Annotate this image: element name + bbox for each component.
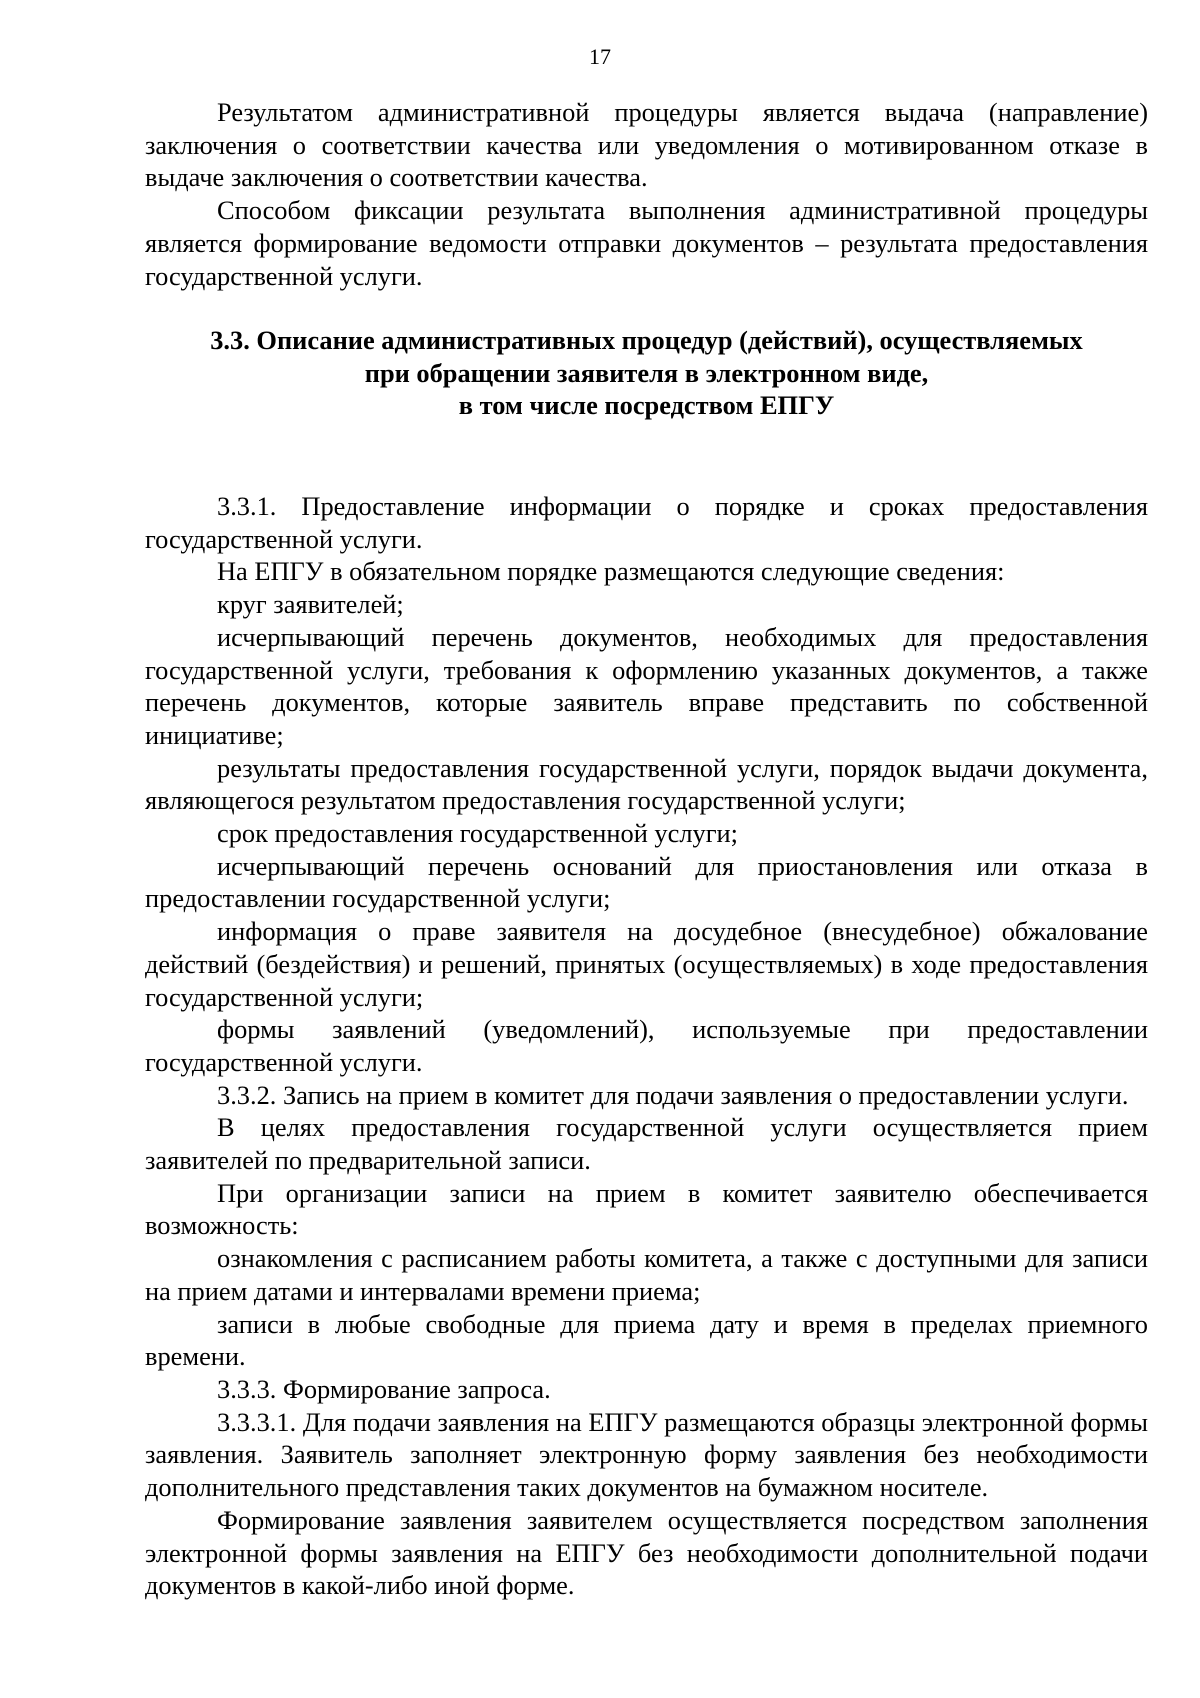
paragraph: На ЕПГУ в обязательном порядке размещаются следующие сведения: bbox=[217, 556, 1005, 587]
paragraph: Способом фиксации результата выполнения административной процедуры является формирование ведомости отправки документов – результата предоставления государственной услуги. bbox=[145, 195, 1148, 291]
paragraph: 3.3.1. Предоставление информации о порядке и сроках предоставления государственной услуги. bbox=[145, 491, 1148, 554]
page-number: 17 bbox=[589, 44, 611, 69]
heading-line: 3.3. Описание административных процедур (действий), осуществляемых bbox=[210, 325, 1083, 355]
section-heading bbox=[145, 324, 1148, 422]
heading-line: в том числе посредством ЕПГУ bbox=[458, 390, 835, 421]
paragraph: круг заявителей; bbox=[217, 589, 404, 620]
paragraph: Формирование заявления заявителем осуществляется посредством заполнения электронной формы заявления на ЕПГУ без необходимости дополнительной подачи документов в какой-либо иной форме. bbox=[145, 1504, 1148, 1601]
paragraph: срок предоставления государственной услуги; bbox=[217, 818, 738, 849]
paragraph: При организации записи на прием в комитет заявителю обеспечивается возможность: bbox=[145, 1177, 1148, 1241]
section-body bbox=[145, 490, 1148, 1602]
paragraph: 3.3.3. Формирование запроса. bbox=[217, 1373, 551, 1404]
paragraph: 3.3.3.1. Для подачи заявления на ЕПГУ размещаются образцы электронной формы заявления. Заявитель заполняет электронную форму заявления без необходимости дополнительного представления таких документов на бумажном носителе. bbox=[145, 1406, 1148, 1503]
paragraph: 3.3.2. Запись на прием в комитет для подачи заявления о предоставлении услуги. bbox=[217, 1079, 1129, 1110]
paragraph: ознакомления с расписанием работы комитета, а также с доступными для записи на прием датами и интервалами времени приема; bbox=[145, 1243, 1148, 1306]
paragraph: информация о праве заявителя на досудебное (внесудебное) обжалование действий (бездействия) и решений, принятых (осуществляемых) в ходе предоставления государственной услуги; bbox=[145, 916, 1148, 1012]
paragraph: исчерпывающий перечень оснований для приостановления или отказа в предоставлении государственной услуги; bbox=[145, 850, 1148, 914]
intro-text bbox=[145, 96, 1148, 292]
paragraph: формы заявлений (уведомлений), используемые при предоставлении государственной услуги. bbox=[145, 1014, 1148, 1077]
paragraph: исчерпывающий перечень документов, необходимых для предоставления государственной услуги, требования к оформлению указанных документов, а также перечень документов, которые заявитель вправе представить по собственной инициативе; bbox=[145, 621, 1148, 750]
paragraph: результаты предоставления государственной услуги, порядок выдачи документа, являющегося результатом предоставления государственной услуги; bbox=[145, 752, 1148, 816]
heading-line: при обращении заявителя в электронном виде, bbox=[364, 357, 929, 388]
paragraph: Результатом административной процедуры является выдача (направление) заключения о соответствии качества или уведомления о мотивированном отказе в выдаче заключения о соответствии качества. bbox=[145, 97, 1148, 193]
paragraph: записи в любые свободные для приема дату и время в пределах приемного времени. bbox=[145, 1308, 1148, 1372]
paragraph: В целях предоставления государственной услуги осуществляется прием заявителей по предварительной записи. bbox=[145, 1112, 1148, 1176]
